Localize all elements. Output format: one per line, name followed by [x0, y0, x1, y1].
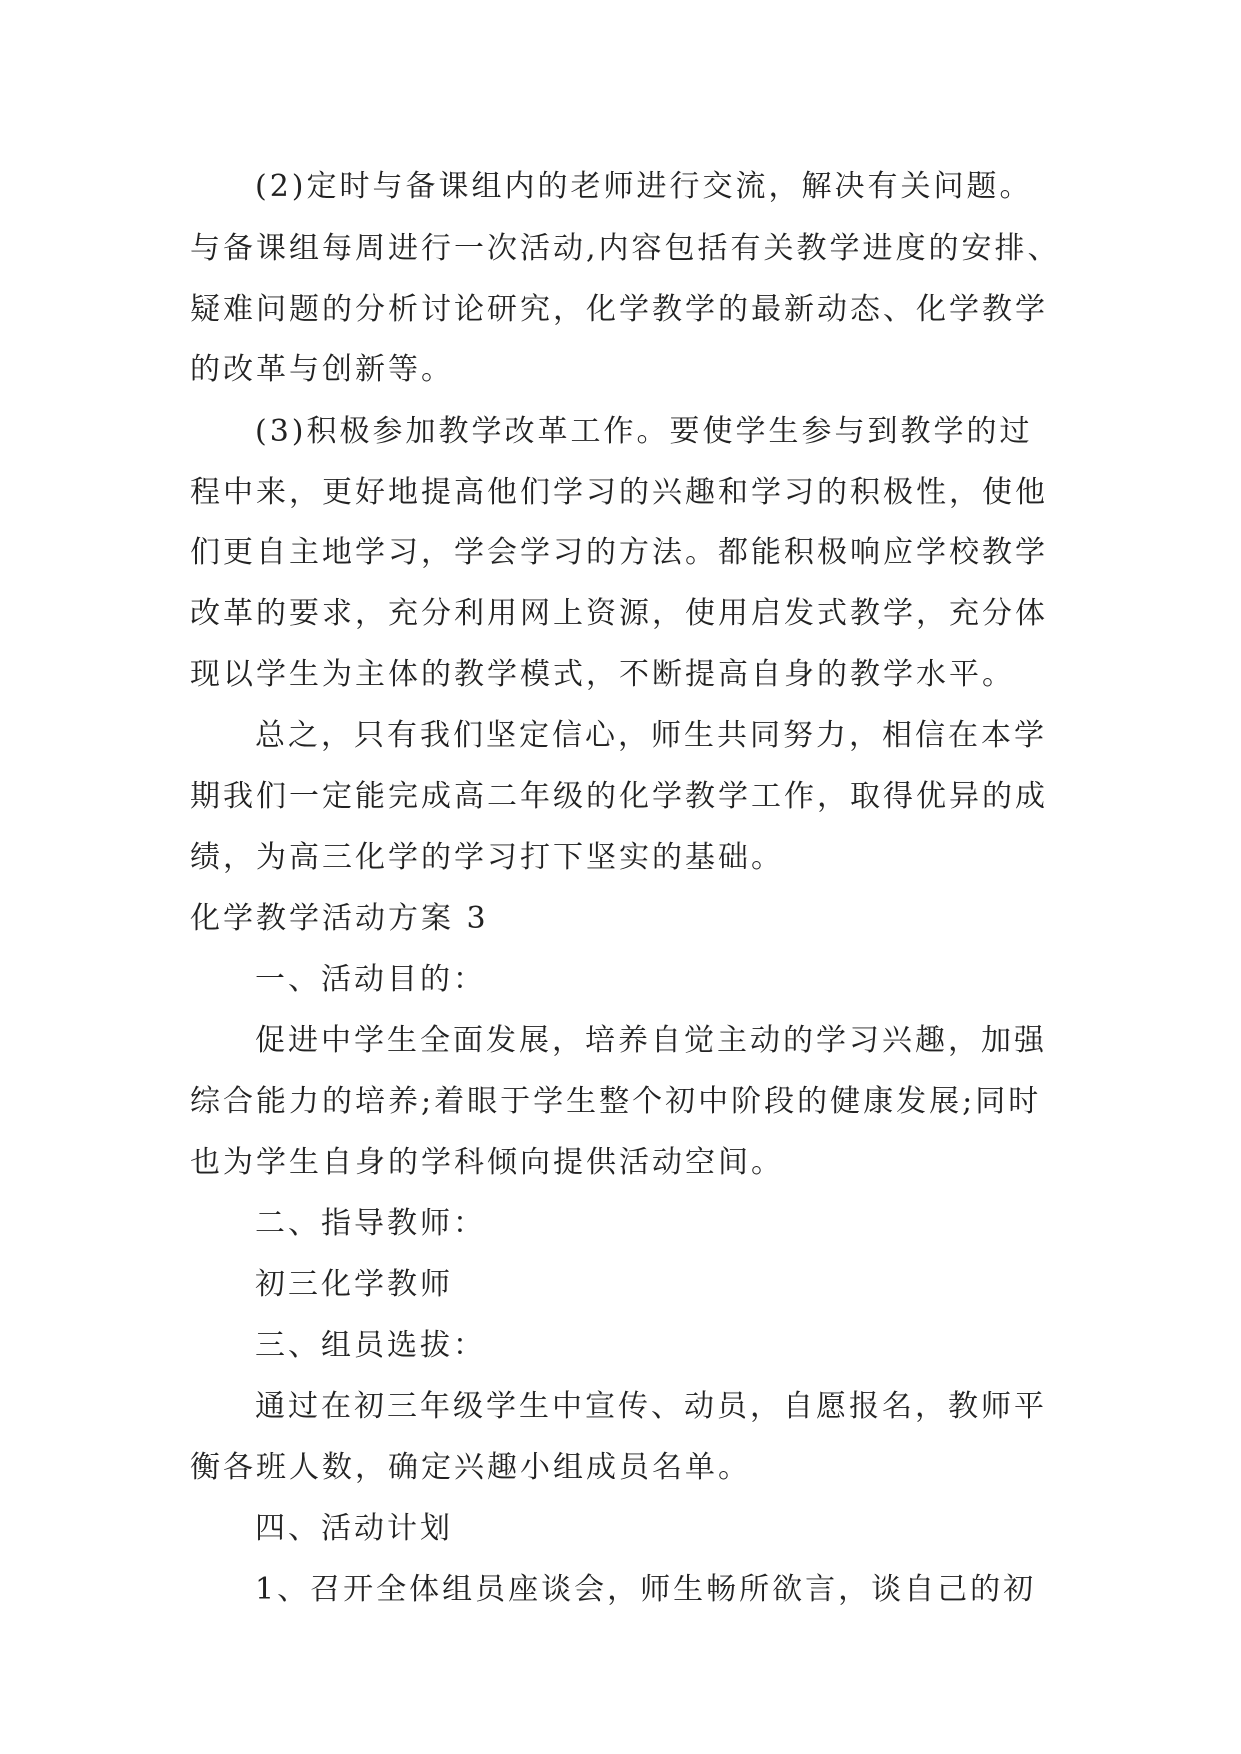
paragraph-line: 程中来，更好地提高他们学习的兴趣和学习的积极性，使他 — [190, 475, 1048, 510]
paragraph-line: 疑难问题的分析讨论研究，化学教学的最新动态、化学教学 — [190, 292, 1048, 327]
paragraph-line: 综合能力的培养;着眼于学生整个初中阶段的健康发展;同时 — [190, 1084, 1042, 1119]
paragraph-line: 的改革与创新等。 — [190, 352, 454, 387]
paragraph-line: 也为学生自身的学科倾向提供活动空间。 — [190, 1145, 784, 1180]
paragraph-line: 衡各班人数，确定兴趣小组成员名单。 — [190, 1450, 751, 1485]
paragraph-line: 改革的要求，充分利用网上资源，使用启发式教学，充分体 — [190, 596, 1048, 631]
paragraph-line: 现以学生为主体的教学模式，不断提高自身的教学水平。 — [190, 657, 1015, 692]
paragraph-line: 与备课组每周进行一次活动,内容包括有关教学进度的安排、 — [190, 231, 1061, 266]
section-heading: 化学教学活动方案 3 — [190, 901, 489, 936]
subsection-heading: 三、组员选拔： — [255, 1328, 486, 1363]
subsection-heading: 四、活动计划 — [255, 1511, 453, 1546]
subsection-heading: 二、指导教师： — [255, 1206, 486, 1241]
paragraph-line: 促进中学生全面发展，培养自觉主动的学习兴趣，加强 — [255, 1023, 1047, 1058]
paragraph-line: 们更自主地学习，学会学习的方法。都能积极响应学校教学 — [190, 535, 1048, 570]
paragraph-line: 期我们一定能完成高二年级的化学教学工作，取得优异的成 — [190, 779, 1048, 814]
paragraph-line: 1、召开全体组员座谈会，师生畅所欲言，谈自己的初 — [255, 1572, 1037, 1607]
paragraph-line: 初三化学教师 — [255, 1267, 453, 1302]
subsection-heading: 一、活动目的： — [255, 962, 486, 997]
paragraph-line: (2)定时与备课组内的老师进行交流，解决有关问题。 — [255, 169, 1033, 204]
paragraph-line: (3)积极参加教学改革工作。要使学生参与到教学的过 — [255, 414, 1033, 449]
paragraph-line: 绩，为高三化学的学习打下坚实的基础。 — [190, 840, 784, 875]
paragraph-line: 通过在初三年级学生中宣传、动员，自愿报名，教师平 — [255, 1389, 1047, 1424]
paragraph-line: 总之，只有我们坚定信心，师生共同努力，相信在本学 — [255, 718, 1047, 753]
